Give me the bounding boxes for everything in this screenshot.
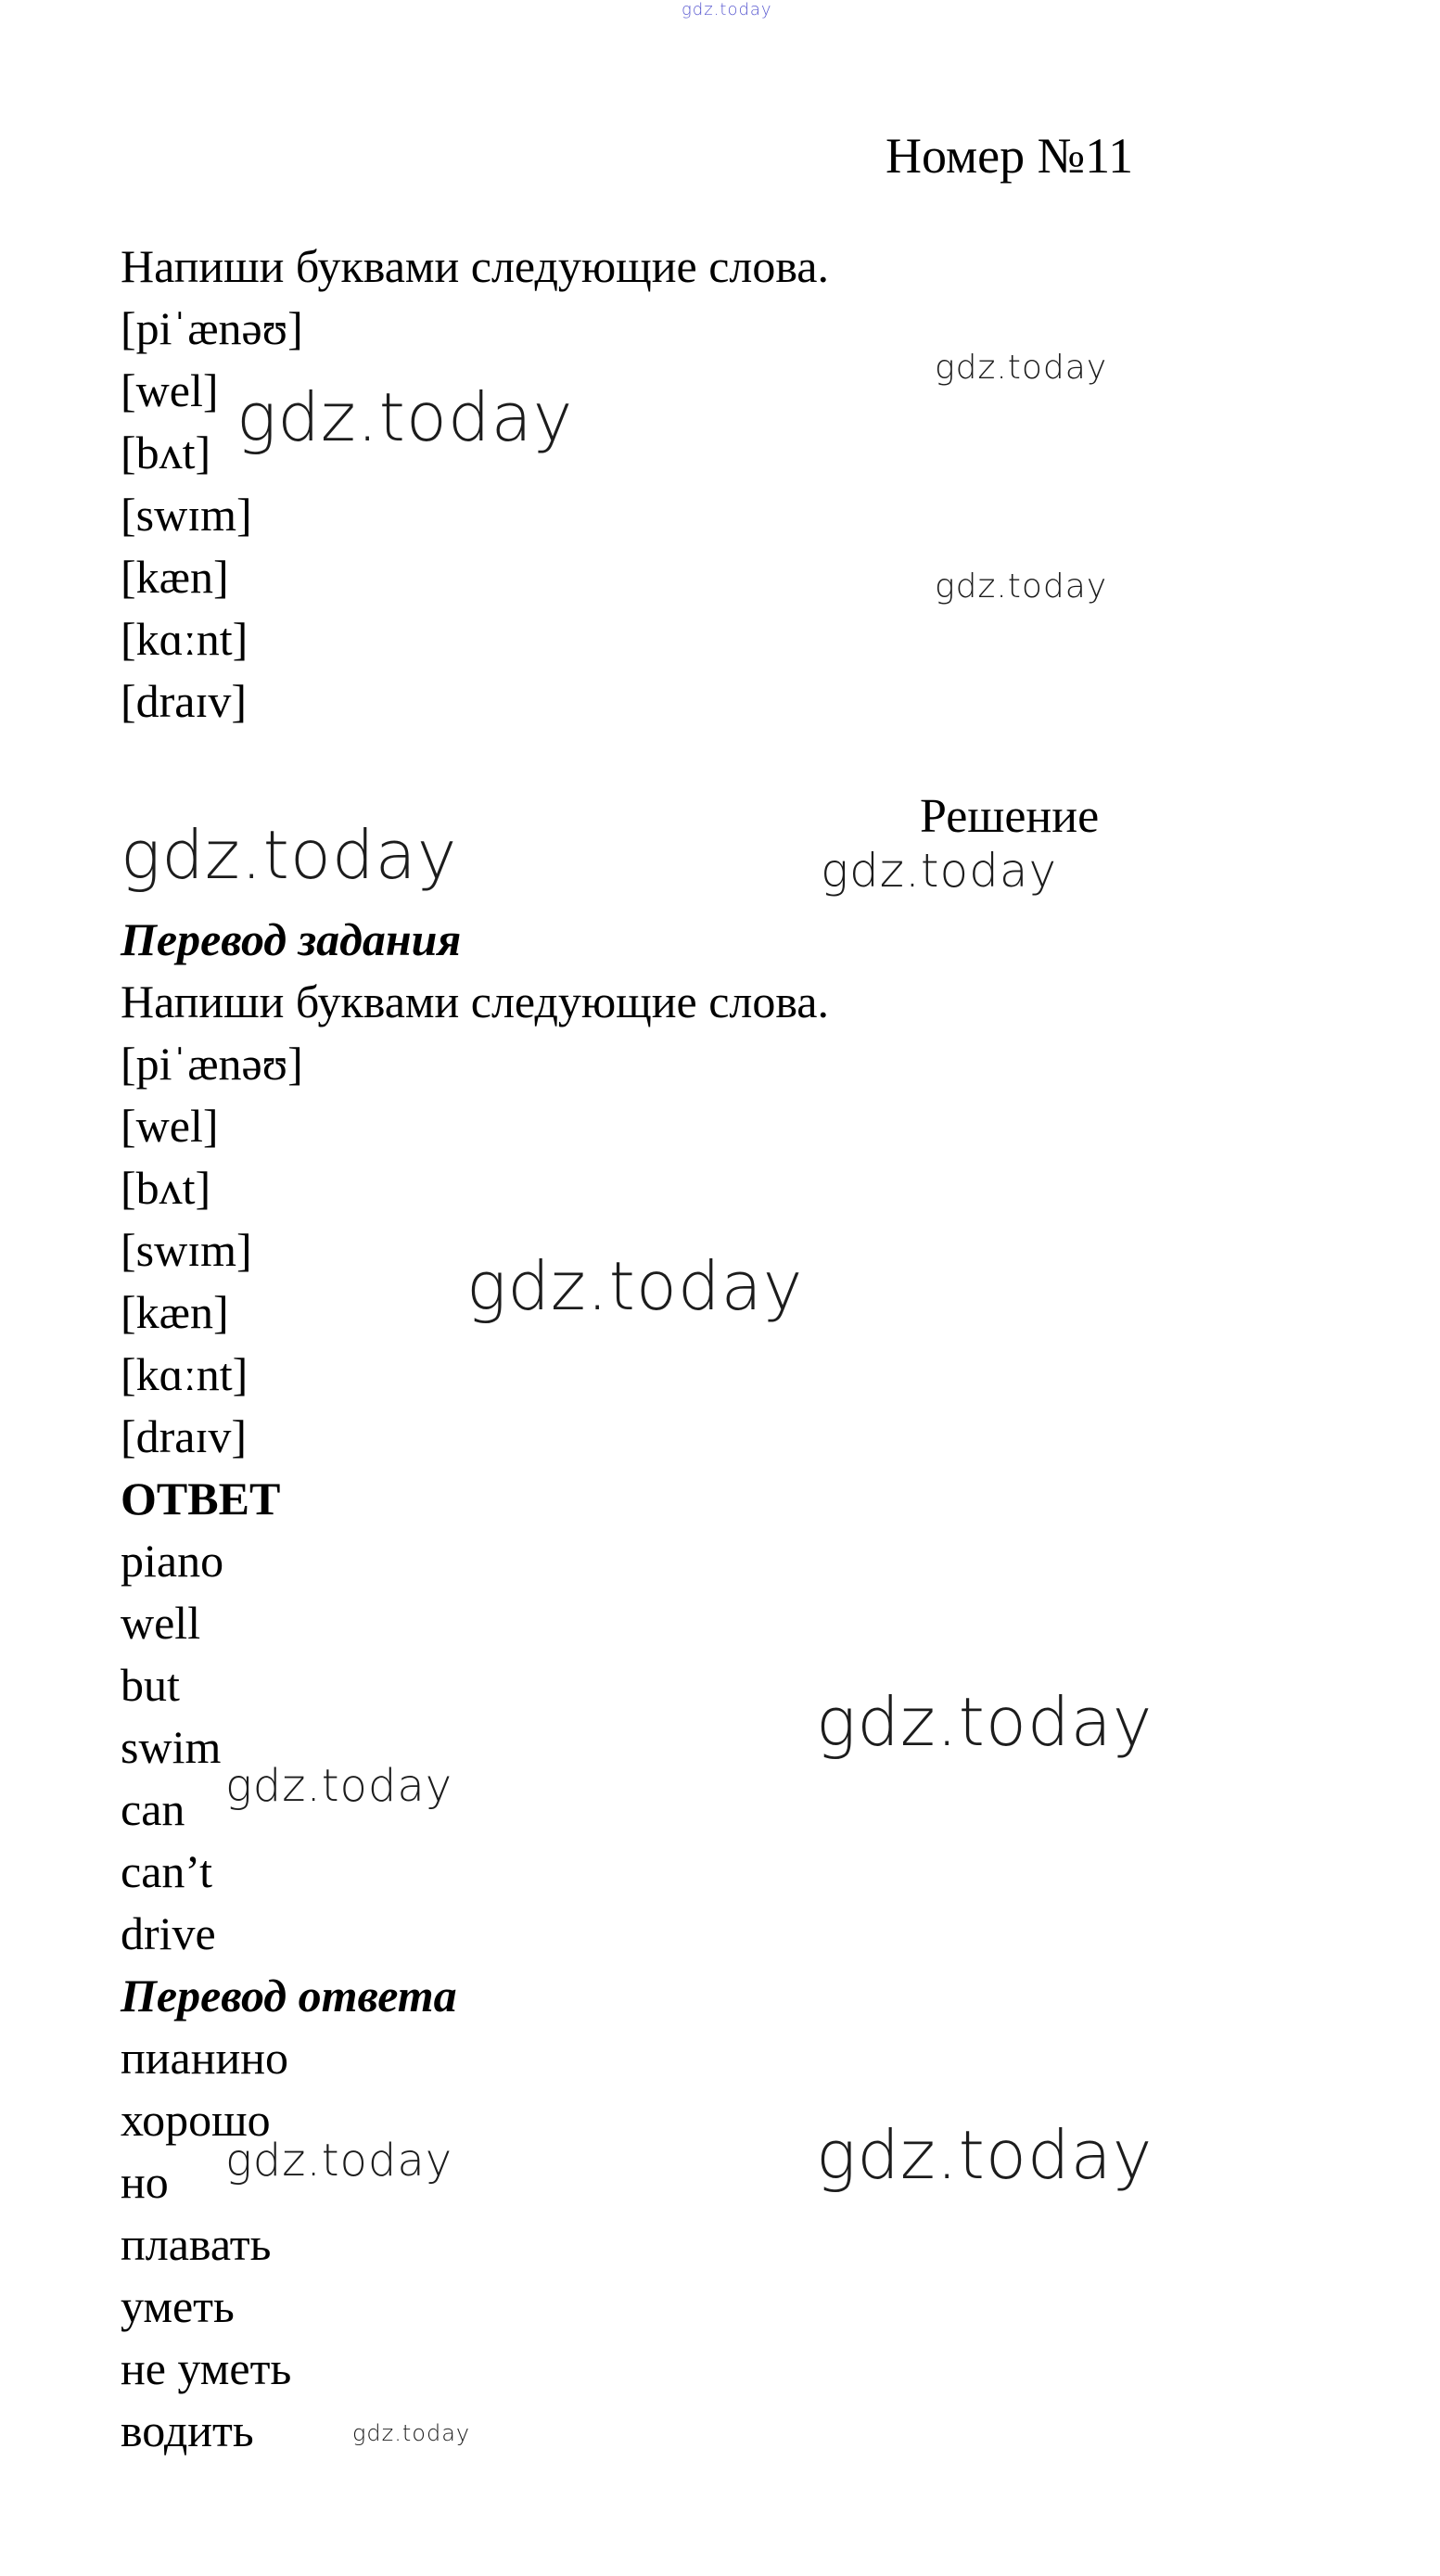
translation-transcription: [wel] <box>121 1100 219 1152</box>
task-transcription: [kɑːnt] <box>121 613 248 665</box>
solution-label: Решение <box>920 790 1100 843</box>
answer-translation-word: водить <box>121 2404 254 2456</box>
watermark: gdz.today <box>121 816 458 894</box>
task-transcription: [draɪv] <box>121 675 248 727</box>
translation-heading: Перевод задания <box>121 913 462 965</box>
page-title: Номер №11 <box>886 128 1134 184</box>
answer-translation-word: пианино <box>121 2032 288 2084</box>
task-transcription: [kæn] <box>121 551 229 603</box>
watermark: gdz.today <box>225 1760 453 1812</box>
answer-word: can’t <box>121 1845 213 1897</box>
task-instruction: Напиши буквами следующие слова. <box>121 240 829 292</box>
watermark: gdz.today <box>935 567 1108 606</box>
answer-translation-heading: Перевод ответа <box>121 1970 457 2021</box>
watermark: gdz.today <box>466 1247 804 1325</box>
watermark: gdz.today <box>935 349 1108 387</box>
answer-translation-word: уметь <box>121 2280 235 2332</box>
translation-transcription: [swɪm] <box>121 1224 252 1276</box>
answer-word: well <box>121 1597 201 1649</box>
watermark: gdz.today <box>352 2420 471 2446</box>
watermark: gdz.today <box>821 844 1058 898</box>
answer-word: piano <box>121 1535 224 1587</box>
answer-word: can <box>121 1783 185 1835</box>
translation-transcription: [piˈænəʊ] <box>121 1038 303 1090</box>
answer-translation-word: плавать <box>121 2218 272 2270</box>
translation-transcription: [bʌt] <box>121 1162 211 1214</box>
answer-word: but <box>121 1659 180 1711</box>
task-transcription: [bʌt] <box>121 427 211 478</box>
translation-transcription: [kɑːnt] <box>121 1348 248 1400</box>
task-transcription: [piˈænəʊ] <box>121 302 303 354</box>
watermark: gdz.today <box>236 378 574 456</box>
answer-word: swim <box>121 1721 222 1773</box>
watermark: gdz.today <box>225 2135 453 2187</box>
task-transcription: [wel] <box>121 364 219 416</box>
answer-translation-word: хорошо <box>121 2094 271 2146</box>
watermark: gdz.today <box>816 2116 1153 2194</box>
answer-translation-word: не уметь <box>121 2342 292 2394</box>
answer-translation-word: но <box>121 2156 169 2208</box>
translation-transcription: [kæn] <box>121 1286 229 1338</box>
watermark: gdz.today <box>816 1683 1153 1761</box>
task-transcription: [swɪm] <box>121 489 252 541</box>
translation-instruction: Напиши буквами следующие слова. <box>121 976 829 1027</box>
answer-heading: ОТВЕТ <box>121 1473 281 1524</box>
top-watermark: gdz.today <box>682 0 772 19</box>
translation-transcription: [draɪv] <box>121 1410 248 1462</box>
answer-word: drive <box>121 1907 216 1959</box>
